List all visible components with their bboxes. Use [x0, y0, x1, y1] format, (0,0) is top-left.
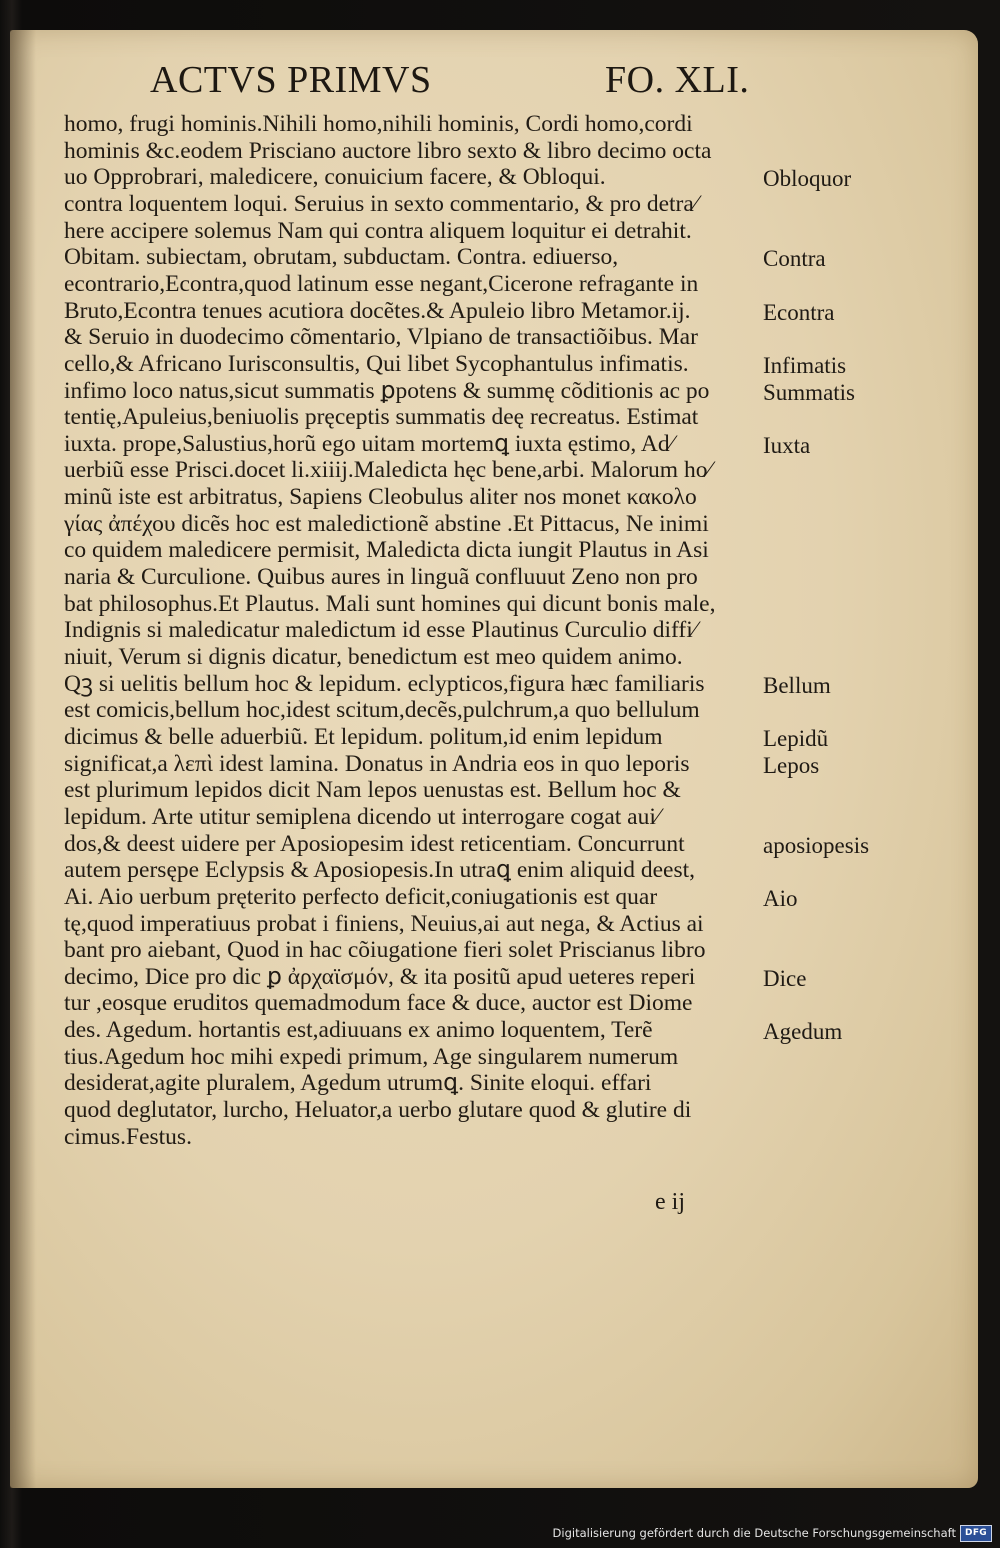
text-line: desiderat,agite pluralem, Agedum utrumꝗ. Sinite eloqui. effari [64, 1070, 652, 1097]
margin-note: Lepos [763, 752, 820, 778]
text-line: significat,a λεπὶ idest lamina. Donatus in Andria eos in quo leporis [64, 750, 690, 777]
text-line: uo Opprobrari, maledicere, conuicium facere, & Obloqui. [64, 164, 606, 191]
margin-note: Dice [763, 965, 807, 991]
text-line: tę,quod imperatiuus probat i finiens, Neuius,ai aut nega, & Actius ai [64, 910, 704, 937]
text-line: infimo loco natus,sicut summatis ꝑpotens & summę cõditionis ac po [64, 377, 710, 404]
margin-note: Infimatis [763, 352, 847, 378]
text-line: here accipere solemus Nam qui contra aliquem loquitur ei detrahit. [64, 217, 692, 244]
page-gutter-shadow [10, 30, 36, 1488]
margin-note: Contra [763, 246, 826, 272]
footer-credit: Digitalisierung gefördert durch die Deutsche Forschungsgemeinschaft [552, 1526, 956, 1540]
text-line: lepidum. Arte utitur semiplena dicendo ut interrogare cogat aui⁄ [64, 803, 660, 830]
text-line: quod deglutator, lurcho, Heluator,a uerbo glutare quod & glutire di [64, 1097, 692, 1123]
text-line: Indignis si maledicatur maledictum id esse Plautinus Curculio diffi⁄ [64, 617, 697, 644]
text-line: autem persępe Eclypsis & Aposiopesis.In utraꝗ enim aliquid deest, [64, 857, 696, 884]
text-line: hominis &c.eodem Prisciano auctore libro sexto & libro decimo octa [64, 137, 712, 164]
text-line: co quidem maledicere permisit, Maledicta dicta iungit Plautus in Asi [64, 537, 709, 564]
footer-bar [0, 1522, 1000, 1548]
text-line: Obitam. subiectam, obrutam, subductam. Contra. ediuerso, [64, 244, 619, 271]
text-line: Qꝫ si uelitis bellum hoc & lepidum. eclypticos,figura hæc familiaris [64, 670, 705, 697]
text-line: decimo, Dice pro dic ꝑ ἀρχαϊσμόν, & ita positũ apud ueteres reperi [64, 963, 696, 990]
text-line: niuit, Verum si dignis dicatur, benedictum est meo quidem animo. [64, 644, 683, 670]
margin-note: Lepidũ [763, 725, 829, 751]
text-line: cello,& Africano Iurisconsultis, Qui libet Sycophantulus infimatis. [64, 350, 689, 377]
text-line: bat philosophus.Et Plautus. Mali sunt homines qui dicunt bonis male, [64, 590, 716, 617]
margin-note: aposiopesis [763, 832, 870, 858]
margin-note: Summatis [763, 379, 856, 405]
text-line: tentię,Apuleius,beniuolis pręceptis summatis deę recreatus. Estimat [64, 404, 699, 431]
text-line: γίας ἀπέχου dicẽs hoc est maledictionẽ abstine .Et Pittacus, Ne inimi [64, 510, 709, 537]
text-line: iuxta. prope,Salustius,horũ ego uitam mortemꝗ iuxta ęstimo, Ad⁄ [64, 430, 674, 457]
text-line: bant pro aiebant, Quod in hac cõiugatione fieri solet Priscianus libro [64, 937, 706, 964]
folio-number: FO. XLI. [605, 59, 750, 101]
running-title: ACTVS PRIMVS [150, 59, 432, 101]
text-line: Bruto,Econtra tenues acutiora docẽtes.& Apuleio libro Metamor.ij. [64, 297, 691, 324]
dfg-logo-icon: DFG [960, 1525, 992, 1542]
text-line: Ai. Aio uerbum pręterito perfecto deficit,coniugationis est quar [64, 883, 658, 910]
text-line: est plurimum lepidos dicit Nam lepos uenustas est. Bellum hoc & [64, 777, 681, 804]
text-line: econtrario,Econtra,quod latinum esse negant,Cicerone refragante in [64, 270, 699, 297]
text-line: tur ,eosque eruditos quemadmodum face & duce, auctor est Diome [64, 990, 693, 1017]
text-line: cimus.Festus. [64, 1123, 192, 1150]
text-line: dos,& deest uidere per Aposiopesim idest reticentiam. Concurrunt [64, 830, 685, 857]
text-line: uerbiũ esse Prisci.docet li.xiiij.Maledicta hęc bene,arbi. Malorum ho⁄ [64, 457, 712, 484]
text-line: tius.Agedum hoc mihi expedi primum, Age singularem numerum [64, 1043, 679, 1070]
margin-note: Bellum [763, 672, 831, 698]
margin-note: Econtra [763, 299, 835, 325]
text-line: est comicis,bellum hoc,idest scitum,decẽs,pulchrum,a quo bellulum [64, 697, 700, 724]
text-line: contra loquentem loqui. Seruius in sexto commentario, & pro detra⁄ [64, 190, 698, 217]
text-line: homo, frugi hominis.Nihili homo,nihili hominis, Cordi homo,cordi [64, 111, 693, 137]
text-line: & Seruio in duodecimo cõmentario, Vlpiano de transactiõibus. Mar [64, 324, 698, 351]
margin-note: Iuxta [763, 432, 811, 458]
margin-note: Agedum [763, 1019, 843, 1045]
text-line: minũ iste est arbitratus, Sapiens Cleobulus aliter nos monet κακολο [64, 484, 697, 511]
text-line: des. Agedum. hortantis est,adiuuans ex animo loquentem, Terẽ [64, 1017, 653, 1044]
text-line: dicimus & belle aduerbiũ. Et lepidum. politum,id enim lepidum [64, 723, 663, 750]
signature-mark: e ij [655, 1189, 685, 1215]
margin-note: Aio [763, 885, 798, 911]
text-line: naria & Curculione. Quibus aures in linguã confluuut Zeno non pro [64, 564, 698, 590]
margin-note: Obloquor [763, 166, 852, 192]
